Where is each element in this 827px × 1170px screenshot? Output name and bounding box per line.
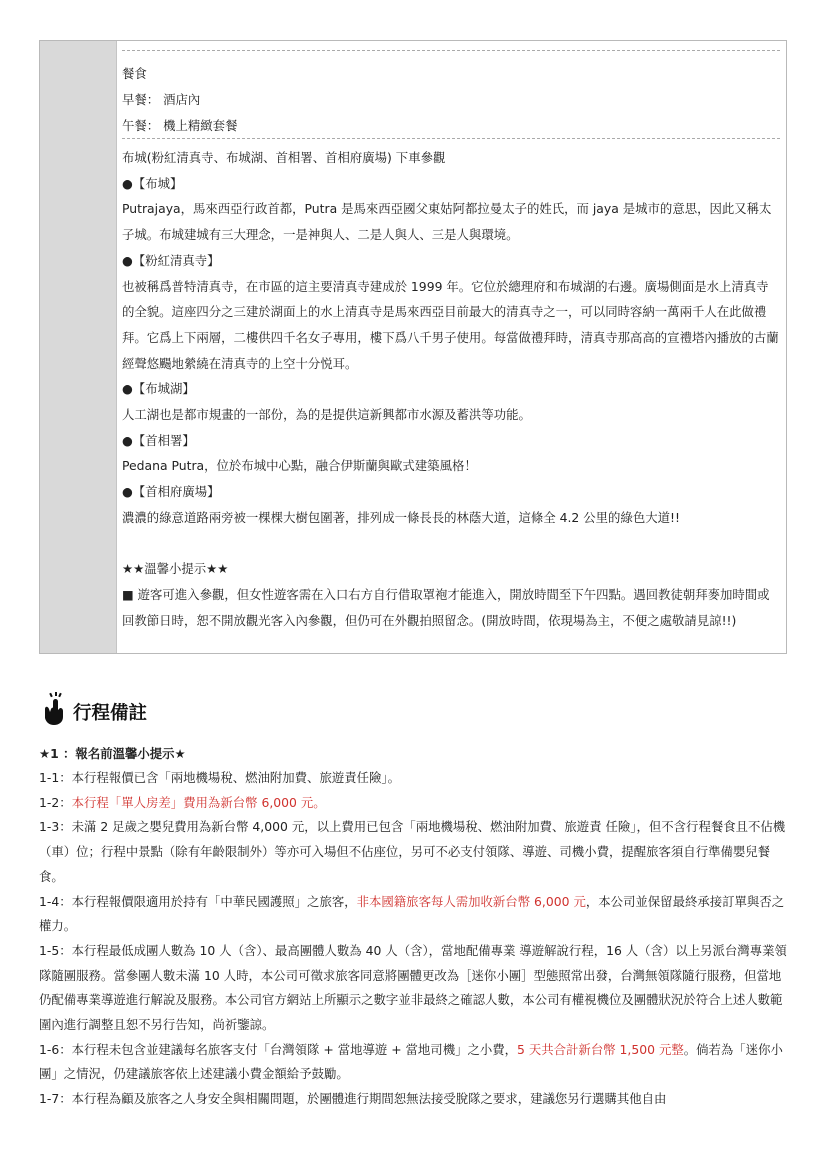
section-text-putrajaya: Putrajaya，馬來西亞行政首都，Putra 是馬來西亞國父東姑阿都拉曼太子的姓氏，而 jaya 是城市的意思，因此又稱太子城。布城建城有三大理念，一是神與人、二是人與人、三是人與環境。 (122, 201, 772, 243)
note-1-2-highlight: 本行程「單人房差」費用為新台幣 6,000 元。 (71, 794, 326, 810)
tips-title: ★★溫馨小提示★★ (122, 561, 229, 577)
note-1-3: 1-3：未滿 2 足歲之嬰兒費用為新台幣 4,000 元，以上費用已包含「兩地機場稅、燃油附加費、旅遊責 任險」，但不含行程餐食且不佔機（車）位；行程中景點（除有年齡限制外）等亦可入場但不佔座位，另可不必支付領隊、導遊、司機小費，提醒旅客須自行準備嬰兒餐食。 (39, 819, 786, 884)
sightseeing-intro: 布城(粉紅清真寺、布城湖、首相署、首相府廣場) 下車參觀 (122, 150, 446, 165)
section-title-pink-mosque: ●【粉紅清真寺】 (122, 252, 220, 268)
note-1-2-prefix: 1-2： (39, 794, 72, 810)
itinerary-day-column (40, 41, 117, 653)
meals-heading: 餐食 (122, 66, 147, 81)
note-1-7: 1-7：本行程為顧及旅客之人身安全與相關問題，於團體進行期間恕無法接受脫隊之要求，建議您另行選購其他自由 (39, 1091, 667, 1107)
lunch-row (122, 113, 780, 139)
note-1-4-highlight: 非本國籍旅客每人需加收新台幣 6,000 元 (356, 893, 586, 909)
note-1-6-prefix: 1-6：本行程未包含並建議每名旅客支付「台灣領隊 + 當地導遊 + 當地司機」之小費， (39, 1041, 518, 1057)
note-1-4 (39, 890, 791, 939)
itinerary-content (117, 41, 786, 653)
breakfast-value: 酒店內 (163, 92, 201, 107)
itinerary-table (39, 40, 787, 654)
sightseeing-section (122, 139, 780, 633)
note-1-2 (39, 791, 791, 816)
notes-header (41, 692, 147, 726)
note-1-1: 1-1：本行程報價已含「兩地機場稅、燃油附加費、旅遊責任險」。 (39, 770, 400, 785)
note-1-4-prefix: 1-4：本行程報價限適用於持有「中華民國護照」之旅客， (39, 893, 357, 909)
section-title-pm-square: ●【首相府廣場】 (122, 484, 220, 500)
lunch-label: 午餐： (122, 118, 160, 133)
section-text-pm-office: Pedana Putra，位於布城中心點，融合伊斯蘭與歐式建築風格！ (122, 458, 477, 474)
section-title-putrajaya-lake: ●【布城湖】 (122, 381, 195, 397)
note-1-6 (39, 1038, 791, 1087)
notes-title: 行程備註 (73, 703, 148, 724)
section-text-pm-square: 濃濃的綠意道路兩旁被一棵棵大樹包圍著，排列成一條長長的林蔭大道，這條全 4.2 公里的綠色大道!! (122, 509, 680, 525)
tips-text: ■ 遊客可進入參觀，但女性遊客需在入口右方自行借取罩袍才能進入，開放時間至下午四點。遇回教徒朝拜麥加時間或回教節日時，恕不開放觀光客入內參觀，但仍可在外觀拍照留念。(開放時間，依現場為主，不便之處敬請見諒!!) (122, 586, 770, 628)
meals-section (122, 51, 780, 138)
notes-body (39, 742, 791, 1112)
note-1-5: 1-5：本行程最低成團人數為 10 人（含）、最高團體人數為 40 人（含），當地配備專業 導遊解說行程，16 人（含）以上另派台灣專業領隊隨團服務。當參團人數未滿 10 人時，本公司可徵求旅客同意將團體更改為［迷你小團］型態照常出發，台灣無領隊隨行服務，但當地仍配備專業導遊進行解說及服務。本公司官方網站上所顯示之數字並非最終之確認人數，本公司有權視機位及團體狀況於符合上述人數範圍內進行調整且恕不另行告知，尚祈鑒諒。 (39, 942, 787, 1033)
section-title-putrajaya: ●【布城】 (122, 175, 183, 191)
breakfast-row (122, 87, 780, 113)
lunch-value: 機上精緻套餐 (163, 118, 238, 133)
spacer (122, 531, 780, 557)
section-title-pm-office: ●【首相署】 (122, 432, 195, 448)
breakfast-label: 早餐： (122, 92, 160, 107)
note-1-6-suffix: 。倘若為「迷你小團」之情況，仍建議旅客依上述建議小費金額給予鼓勵。 (39, 1041, 783, 1082)
notes-subtitle: ★1 ：報名前溫馨小提示★ (39, 746, 186, 761)
section-text-putrajaya-lake: 人工湖也是都市規畫的一部份，為的是提供這新興都市水源及蓄洪等功能。 (122, 407, 531, 423)
note-1-4-suffix: ，本公司並保留最終承接訂單與否之權力。 (39, 893, 785, 934)
section-text-pink-mosque: 也被稱爲普特清真寺，在市區的這主要清真寺建成於 1999 年。它位於總理府和布城湖的右邊。廣場側面是水上清真寺的全貌。這座四分之三建於湖面上的水上清真寺是馬來西亞目前最大的清真寺之一，可以同時容納一萬兩千人在此做禮拜。它爲上下兩層，二樓供四千名女子專用，樓下爲八千男子使用。每當做禮拜時，清真寺那高高的宣禮塔內播放的古蘭經聲悠颺地縈繞在清真寺的上空十分悦耳。 (122, 278, 779, 371)
note-1-6-highlight: 5 天共合計新台幣 1,500 元整 (517, 1041, 684, 1057)
pointing-hand-icon (41, 692, 67, 726)
